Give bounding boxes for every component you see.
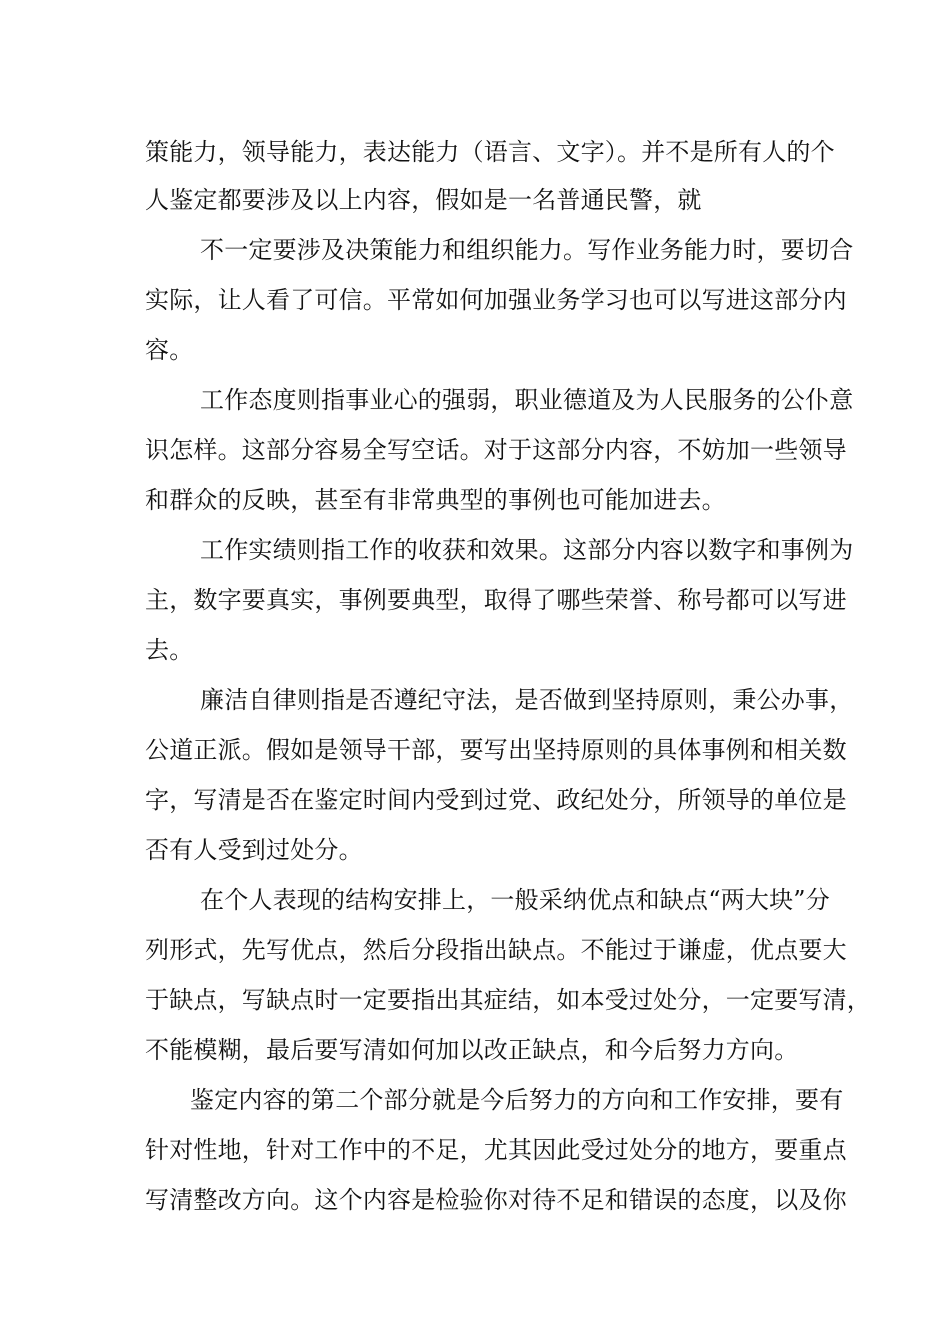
text-line: 不能模糊，最后要写清如何加以改正缺点，和今后努力方向。	[145, 1036, 799, 1064]
text-line: 于缺点，写缺点时一定要指出其症结，如本受过处分，一定要写清，	[145, 986, 871, 1014]
text-line: 在个人表现的结构安排上，一般采纳优点和缺点“两大块”分	[200, 886, 830, 914]
text-line: 公道正派。假如是领导干部，要写出坚持原则的具体事例和相关数	[145, 736, 847, 764]
text-line: 否有人受到过处分。	[145, 836, 363, 864]
text-line: 写清整改方向。这个内容是检验你对待不足和错误的态度，以及你	[145, 1186, 847, 1214]
text-line: 工作实绩则指工作的收获和效果。这部分内容以数字和事例为	[200, 536, 854, 564]
text-line: 列形式，先写优点，然后分段指出缺点。不能过于谦虚，优点要大	[145, 936, 847, 964]
text-line: 实际，让人看了可信。平常如何加强业务学习也可以写进这部分内	[145, 286, 847, 314]
text-line: 针对性地，针对工作中的不足，尤其因此受过处分的地方，要重点	[145, 1136, 847, 1164]
text-line: 字，写清是否在鉴定时间内受到过党、政纪处分，所领导的单位是	[145, 786, 847, 814]
text-line: 主，数字要真实，事例要典型，取得了哪些荣誉、称号都可以写进	[145, 586, 847, 614]
text-line: 不一定要涉及决策能力和组织能力。写作业务能力时，要切合	[200, 236, 854, 264]
text-line: 鉴定内容的第二个部分就是今后努力的方向和工作安排，要有	[190, 1086, 844, 1114]
text-line: 廉洁自律则指是否遵纪守法，是否做到坚持原则，秉公办事，	[200, 686, 854, 714]
text-line: 去。	[145, 636, 194, 664]
text-line: 容。	[145, 336, 194, 364]
text-line: 工作态度则指事业心的强弱，职业德道及为人民服务的公仆意	[200, 386, 854, 414]
text-line: 策能力，领导能力，表达能力（语言、文字）。并不是所有人的个	[145, 138, 835, 166]
text-line: 识怎样。这部分容易全写空话。对于这部分内容，不妨加一些领导	[145, 436, 847, 464]
text-line: 人鉴定都要涉及以上内容，假如是一名普通民警，就	[145, 186, 702, 214]
text-line: 和群众的反映，甚至有非常典型的事例也可能加进去。	[145, 486, 726, 514]
